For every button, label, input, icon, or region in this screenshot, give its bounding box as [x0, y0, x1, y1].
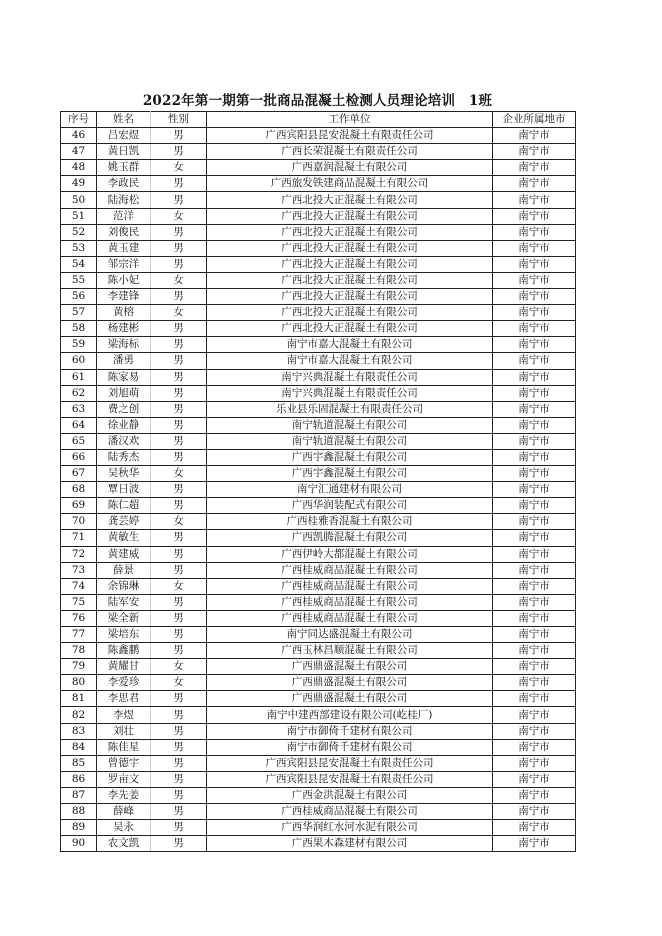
cell-city: 南宁市 [493, 643, 576, 659]
cell-gender: 男 [151, 498, 207, 514]
cell-city: 南宁市 [493, 820, 576, 836]
cell-name: 梁海标 [97, 337, 151, 353]
cell-name: 潘勇 [97, 353, 151, 369]
cell-employer: 南宁兴典混凝土有限责任公司 [207, 385, 493, 401]
cell-index: 67 [61, 466, 97, 482]
cell-name: 陈佳星 [97, 739, 151, 755]
cell-employer: 广西宇鑫混凝土有限公司 [207, 449, 493, 465]
cell-index: 63 [61, 401, 97, 417]
cell-name: 陆军安 [97, 594, 151, 610]
cell-gender: 男 [151, 723, 207, 739]
cell-name: 陈小妃 [97, 272, 151, 288]
table-row [61, 176, 576, 192]
cell-gender: 女 [151, 659, 207, 675]
cell-index: 88 [61, 804, 97, 820]
table-row [61, 498, 576, 514]
cell-employer: 广西玉林昌顺混凝土有限公司 [207, 643, 493, 659]
cell-gender: 男 [151, 401, 207, 417]
cell-city: 南宁市 [493, 417, 576, 433]
cell-gender: 女 [151, 160, 207, 176]
cell-employer: 广西北投大正混凝土有限公司 [207, 289, 493, 305]
cell-name: 姚玉群 [97, 160, 151, 176]
cell-gender: 男 [151, 691, 207, 707]
cell-name: 刘壮 [97, 723, 151, 739]
table-row [61, 562, 576, 578]
table-row [61, 643, 576, 659]
cell-employer: 广西北投大正混凝土有限公司 [207, 192, 493, 208]
cell-index: 71 [61, 530, 97, 546]
cell-employer: 广西华润红水河水泥有限公司 [207, 820, 493, 836]
cell-employer: 南宁市御倚千建材有限公司 [207, 723, 493, 739]
header-employer: 工作单位 [207, 112, 493, 128]
table-row [61, 192, 576, 208]
cell-name: 薛峰 [97, 804, 151, 820]
cell-employer: 广西北投大正混凝土有限公司 [207, 208, 493, 224]
cell-name: 李思君 [97, 691, 151, 707]
cell-name: 吴永 [97, 820, 151, 836]
cell-gender: 男 [151, 240, 207, 256]
cell-index: 70 [61, 514, 97, 530]
cell-index: 60 [61, 353, 97, 369]
table-row [61, 659, 576, 675]
cell-city: 南宁市 [493, 353, 576, 369]
cell-gender: 男 [151, 707, 207, 723]
cell-gender: 男 [151, 820, 207, 836]
table-row [61, 369, 576, 385]
cell-employer: 南宁市嘉大混凝土有限公司 [207, 353, 493, 369]
cell-index: 85 [61, 755, 97, 771]
cell-name: 吴秋华 [97, 466, 151, 482]
cell-name: 黄耀甘 [97, 659, 151, 675]
cell-city: 南宁市 [493, 449, 576, 465]
cell-gender: 男 [151, 755, 207, 771]
cell-employer: 南宁同达盛混凝土有限公司 [207, 627, 493, 643]
header-index: 序号 [61, 112, 97, 128]
table-row [61, 353, 576, 369]
cell-name: 覃日波 [97, 482, 151, 498]
table-row [61, 449, 576, 465]
cell-gender: 男 [151, 385, 207, 401]
cell-employer: 广西桂雅香混凝土有限公司 [207, 514, 493, 530]
table-row [61, 514, 576, 530]
cell-name: 陆海松 [97, 192, 151, 208]
cell-index: 62 [61, 385, 97, 401]
table-row [61, 224, 576, 240]
cell-index: 76 [61, 610, 97, 626]
cell-city: 南宁市 [493, 771, 576, 787]
cell-employer: 南宁轨道混凝土有限公司 [207, 417, 493, 433]
cell-gender: 男 [151, 192, 207, 208]
cell-gender: 男 [151, 627, 207, 643]
table-row [61, 707, 576, 723]
cell-name: 梁全新 [97, 610, 151, 626]
cell-city: 南宁市 [493, 594, 576, 610]
table-row [61, 401, 576, 417]
table-row [61, 787, 576, 803]
cell-name: 薛景 [97, 562, 151, 578]
header-gender: 性别 [151, 112, 207, 128]
cell-gender: 男 [151, 128, 207, 144]
cell-city: 南宁市 [493, 498, 576, 514]
cell-employer: 广西鼎盛混凝土有限公司 [207, 675, 493, 691]
table-row [61, 739, 576, 755]
cell-city: 南宁市 [493, 337, 576, 353]
cell-gender: 男 [151, 787, 207, 803]
cell-employer: 南宁市嘉大混凝土有限公司 [207, 337, 493, 353]
cell-employer: 广西桂威商品混凝土有限公司 [207, 562, 493, 578]
table-row [61, 272, 576, 288]
cell-index: 73 [61, 562, 97, 578]
cell-city: 南宁市 [493, 691, 576, 707]
cell-employer: 广西北投大正混凝土有限公司 [207, 224, 493, 240]
cell-employer: 广西北投大正混凝土有限公司 [207, 272, 493, 288]
cell-index: 77 [61, 627, 97, 643]
cell-city: 南宁市 [493, 289, 576, 305]
table-row [61, 627, 576, 643]
cell-city: 南宁市 [493, 369, 576, 385]
cell-name: 吕宏煜 [97, 128, 151, 144]
cell-city: 南宁市 [493, 659, 576, 675]
cell-gender: 男 [151, 337, 207, 353]
cell-gender: 男 [151, 643, 207, 659]
cell-employer: 广西北投大正混凝土有限公司 [207, 240, 493, 256]
table-row [61, 385, 576, 401]
cell-city: 南宁市 [493, 401, 576, 417]
table-row [61, 482, 576, 498]
cell-employer: 广西华润装配式有限公司 [207, 498, 493, 514]
cell-employer: 广西北投大正混凝土有限公司 [207, 256, 493, 272]
table-row [61, 256, 576, 272]
cell-gender: 男 [151, 482, 207, 498]
table-row [61, 820, 576, 836]
cell-employer: 乐业县乐固混凝土有限责任公司 [207, 401, 493, 417]
cell-gender: 男 [151, 289, 207, 305]
cell-name: 刘俊民 [97, 224, 151, 240]
table-row [61, 723, 576, 739]
cell-name: 李煜 [97, 707, 151, 723]
cell-city: 南宁市 [493, 272, 576, 288]
cell-name: 曾德宇 [97, 755, 151, 771]
table-row [61, 321, 576, 337]
cell-city: 南宁市 [493, 627, 576, 643]
cell-gender: 男 [151, 449, 207, 465]
cell-gender: 男 [151, 546, 207, 562]
cell-employer: 广西桂威商品混凝土有限公司 [207, 610, 493, 626]
cell-index: 46 [61, 128, 97, 144]
cell-index: 47 [61, 144, 97, 160]
header-city: 企业所属地市 [493, 112, 576, 128]
cell-employer: 广西金洪混凝土有限公司 [207, 787, 493, 803]
cell-gender: 女 [151, 208, 207, 224]
cell-index: 89 [61, 820, 97, 836]
cell-city: 南宁市 [493, 723, 576, 739]
cell-gender: 男 [151, 433, 207, 449]
cell-index: 64 [61, 417, 97, 433]
cell-employer: 广西长荣混凝土有限责任公司 [207, 144, 493, 160]
cell-city: 南宁市 [493, 578, 576, 594]
table-row [61, 208, 576, 224]
cell-index: 50 [61, 192, 97, 208]
cell-name: 梁培东 [97, 627, 151, 643]
cell-gender: 女 [151, 466, 207, 482]
cell-index: 55 [61, 272, 97, 288]
cell-index: 49 [61, 176, 97, 192]
table-row [61, 466, 576, 482]
trainee-table [60, 111, 576, 852]
cell-employer: 广西凯腾混凝土有限公司 [207, 530, 493, 546]
cell-employer: 广西桂威商品混凝土有限公司 [207, 804, 493, 820]
cell-city: 南宁市 [493, 176, 576, 192]
cell-gender: 男 [151, 144, 207, 160]
cell-index: 53 [61, 240, 97, 256]
cell-index: 72 [61, 546, 97, 562]
cell-name: 陈仁超 [97, 498, 151, 514]
cell-index: 59 [61, 337, 97, 353]
cell-city: 南宁市 [493, 192, 576, 208]
cell-index: 48 [61, 160, 97, 176]
cell-name: 范洋 [97, 208, 151, 224]
cell-name: 徐业静 [97, 417, 151, 433]
cell-index: 52 [61, 224, 97, 240]
cell-name: 邹宗洋 [97, 256, 151, 272]
cell-name: 余锦琳 [97, 578, 151, 594]
table-row [61, 530, 576, 546]
cell-city: 南宁市 [493, 128, 576, 144]
cell-employer: 广西北投大正混凝土有限公司 [207, 321, 493, 337]
cell-city: 南宁市 [493, 787, 576, 803]
cell-gender: 女 [151, 675, 207, 691]
cell-index: 51 [61, 208, 97, 224]
cell-employer: 广西桂威商品混凝土有限公司 [207, 578, 493, 594]
cell-employer: 广西宇鑫混凝土有限公司 [207, 466, 493, 482]
cell-name: 罗亩文 [97, 771, 151, 787]
cell-employer: 广西宾阳县昆安混凝土有限责任公司 [207, 771, 493, 787]
cell-city: 南宁市 [493, 160, 576, 176]
cell-index: 83 [61, 723, 97, 739]
cell-city: 南宁市 [493, 610, 576, 626]
cell-gender: 男 [151, 771, 207, 787]
page-title: 2022年第一期第一批商品混凝土检测人员理论培训 1班 [142, 93, 493, 109]
cell-employer: 广西嘉润混凝土有限公司 [207, 160, 493, 176]
cell-index: 80 [61, 675, 97, 691]
table-row [61, 836, 576, 852]
cell-city: 南宁市 [493, 385, 576, 401]
table-row [61, 128, 576, 144]
cell-name: 黄敏生 [97, 530, 151, 546]
cell-gender: 男 [151, 321, 207, 337]
table-row [61, 610, 576, 626]
cell-name: 李爱珍 [97, 675, 151, 691]
cell-gender: 女 [151, 305, 207, 321]
cell-city: 南宁市 [493, 836, 576, 852]
cell-gender: 男 [151, 836, 207, 852]
cell-employer: 广西旅发铁建商品混凝土有限公司 [207, 176, 493, 192]
cell-gender: 男 [151, 739, 207, 755]
cell-city: 南宁市 [493, 466, 576, 482]
cell-employer: 广西北投大正混凝土有限公司 [207, 305, 493, 321]
cell-city: 南宁市 [493, 562, 576, 578]
cell-gender: 女 [151, 514, 207, 530]
table-row [61, 144, 576, 160]
cell-employer: 南宁市御倚千建材有限公司 [207, 739, 493, 755]
cell-name: 潘汉欢 [97, 433, 151, 449]
cell-gender: 男 [151, 417, 207, 433]
cell-index: 65 [61, 433, 97, 449]
cell-index: 90 [61, 836, 97, 852]
cell-employer: 南宁兴典混凝土有限责任公司 [207, 369, 493, 385]
cell-city: 南宁市 [493, 482, 576, 498]
cell-index: 74 [61, 578, 97, 594]
table-row [61, 691, 576, 707]
cell-name: 李先姜 [97, 787, 151, 803]
cell-gender: 男 [151, 353, 207, 369]
cell-index: 57 [61, 305, 97, 321]
cell-city: 南宁市 [493, 804, 576, 820]
table-header-row [61, 112, 576, 128]
cell-employer: 广西宾阳县昆安混凝土有限责任公司 [207, 755, 493, 771]
cell-gender: 男 [151, 224, 207, 240]
cell-city: 南宁市 [493, 675, 576, 691]
table-row [61, 417, 576, 433]
table-row [61, 240, 576, 256]
table-row [61, 289, 576, 305]
cell-city: 南宁市 [493, 546, 576, 562]
cell-city: 南宁市 [493, 240, 576, 256]
cell-employer: 南宁汇通建材有限公司 [207, 482, 493, 498]
cell-city: 南宁市 [493, 755, 576, 771]
cell-name: 李建锋 [97, 289, 151, 305]
header-name: 姓名 [97, 112, 151, 128]
cell-index: 61 [61, 369, 97, 385]
cell-city: 南宁市 [493, 208, 576, 224]
cell-city: 南宁市 [493, 707, 576, 723]
cell-city: 南宁市 [493, 433, 576, 449]
table-row [61, 771, 576, 787]
cell-index: 69 [61, 498, 97, 514]
cell-employer: 广西鼎盛混凝土有限公司 [207, 691, 493, 707]
table-row [61, 337, 576, 353]
cell-name: 黄日凯 [97, 144, 151, 160]
cell-index: 81 [61, 691, 97, 707]
table-row [61, 546, 576, 562]
cell-index: 87 [61, 787, 97, 803]
cell-gender: 男 [151, 562, 207, 578]
cell-employer: 南宁轨道混凝土有限公司 [207, 433, 493, 449]
cell-city: 南宁市 [493, 256, 576, 272]
cell-name: 陈家易 [97, 369, 151, 385]
cell-employer: 广西桂威商品混凝土有限公司 [207, 594, 493, 610]
cell-gender: 男 [151, 594, 207, 610]
cell-employer: 广西果木森建材有限公司 [207, 836, 493, 852]
cell-gender: 男 [151, 256, 207, 272]
cell-index: 79 [61, 659, 97, 675]
table-row [61, 804, 576, 820]
cell-gender: 女 [151, 578, 207, 594]
cell-city: 南宁市 [493, 514, 576, 530]
cell-index: 68 [61, 482, 97, 498]
cell-name: 李政民 [97, 176, 151, 192]
cell-city: 南宁市 [493, 144, 576, 160]
cell-city: 南宁市 [493, 739, 576, 755]
cell-name: 杨建彬 [97, 321, 151, 337]
cell-gender: 女 [151, 272, 207, 288]
cell-name: 费之创 [97, 401, 151, 417]
cell-name: 黄建威 [97, 546, 151, 562]
cell-city: 南宁市 [493, 224, 576, 240]
cell-city: 南宁市 [493, 305, 576, 321]
cell-index: 84 [61, 739, 97, 755]
table-row [61, 160, 576, 176]
cell-name: 陆秀杰 [97, 449, 151, 465]
cell-index: 78 [61, 643, 97, 659]
cell-gender: 男 [151, 176, 207, 192]
cell-gender: 男 [151, 369, 207, 385]
table-row [61, 578, 576, 594]
table-row [61, 594, 576, 610]
cell-name: 黄榕 [97, 305, 151, 321]
cell-city: 南宁市 [493, 321, 576, 337]
cell-name: 龚芸婷 [97, 514, 151, 530]
cell-city: 南宁市 [493, 530, 576, 546]
cell-name: 黄玉建 [97, 240, 151, 256]
cell-index: 86 [61, 771, 97, 787]
cell-employer: 广西伊岭大都混凝土有限公司 [207, 546, 493, 562]
table-row [61, 755, 576, 771]
cell-index: 54 [61, 256, 97, 272]
cell-index: 66 [61, 449, 97, 465]
cell-index: 56 [61, 289, 97, 305]
table-row [61, 675, 576, 691]
cell-index: 75 [61, 594, 97, 610]
cell-index: 58 [61, 321, 97, 337]
cell-employer: 南宁中建西部建设有限公司(屹桂厂) [207, 707, 493, 723]
table-row [61, 433, 576, 449]
cell-employer: 广西宾阳县昆安混凝土有限责任公司 [207, 128, 493, 144]
table-row [61, 305, 576, 321]
cell-index: 82 [61, 707, 97, 723]
cell-gender: 男 [151, 804, 207, 820]
cell-name: 农文凯 [97, 836, 151, 852]
cell-name: 刘旭萌 [97, 385, 151, 401]
cell-gender: 男 [151, 610, 207, 626]
cell-gender: 男 [151, 530, 207, 546]
cell-employer: 广西鼎盛混凝土有限公司 [207, 659, 493, 675]
cell-name: 陈鑫鹏 [97, 643, 151, 659]
